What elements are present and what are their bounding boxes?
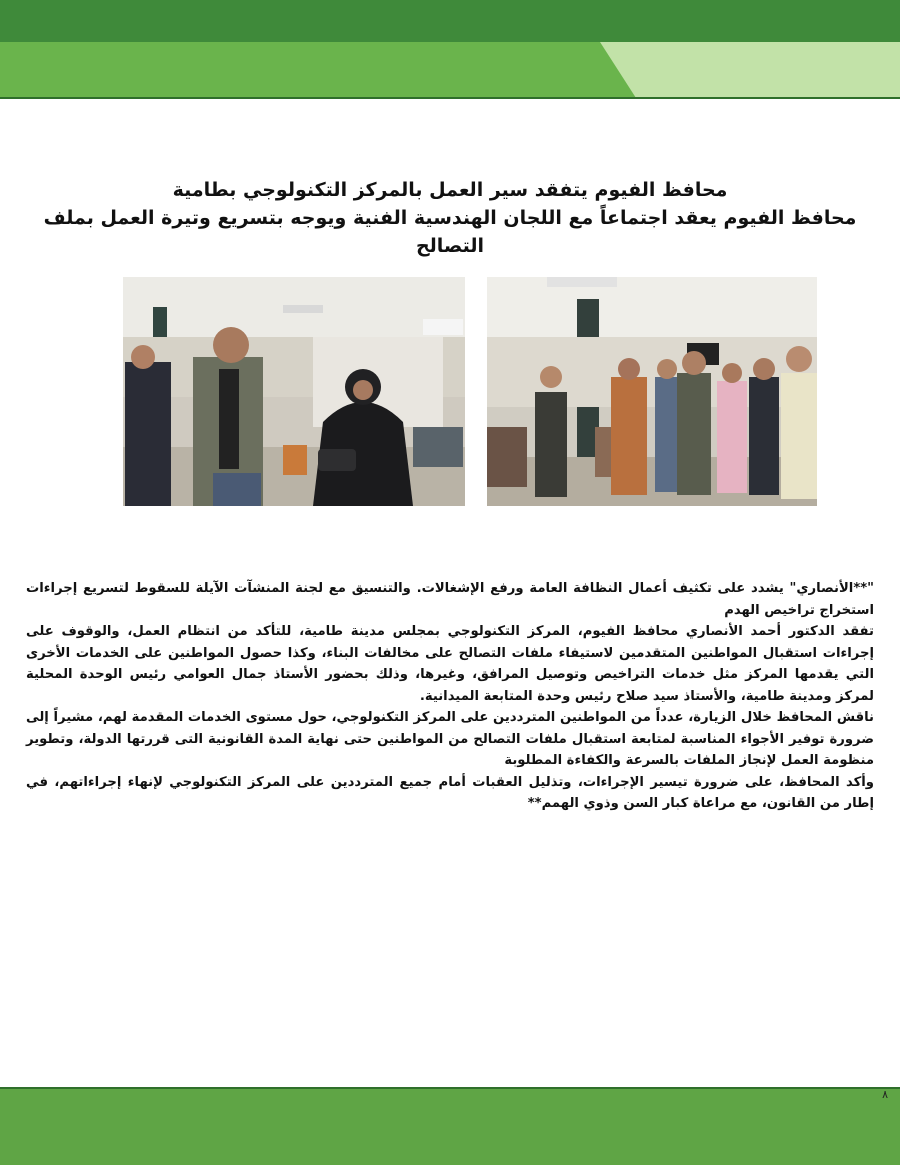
header-divider	[0, 97, 900, 99]
header-band-light	[600, 42, 900, 98]
article-paragraph-2: تفقد الدكتور أحمد الأنصاري محافظ الفيوم، المركز التكنولوجي بمجلس مدينة طامية، للتأكد من انتظام العمل، والوقوف على إجراءات استقبال المواطنين المتقدمين لاستيفاء ملفات التصالح على مخالفات البناء، وكذا حصول المواطنين على الخدمات الأخرى التي يقدمها المركز مثل خدمات التراخيص وتوصيل المرافق، وغيرها، وذلك بحضور الأستاذ جمال العوامي رئيس الوحدة المحلية لمركز ومدينة طامية، والأستاذ سيد صلاح رئيس وحدة المتابعة الميدانية.	[26, 624, 874, 704]
header-band-dark	[0, 0, 900, 42]
article-paragraph-4: وأكد المحافظ، على ضرورة تيسير الإجراءات، وتذليل العقبات أمام جميع المترددين على المركز التكنولوجي لإنهاء إجراءاتهم، في إطار من القانون، مع مراعاة كبار السن وذوي الهمم**	[26, 774, 874, 811]
headline-block	[30, 176, 870, 260]
header-banner	[0, 0, 900, 98]
photo-governor-meeting-woman	[123, 277, 465, 506]
photo-governor-group-tour	[487, 277, 817, 506]
article-body	[26, 578, 874, 815]
page-number: ٨	[882, 1088, 888, 1101]
article-paragraph-3: ناقش المحافظ خلال الزيارة، عدداً من المواطنين المترددين على المركز التكنولوجي، حول مستوى الخدمات المقدمة لهم، مشيراً إلى ضرورة توفير الأجواء المناسبة لمتابعة استقبال ملفات التصالح من المواطنين حتى نهاية المدة القانونية التى قررتها الدولة، وتطوير منظومة العمل لإنجاز الملفات بالسرعة والكفاءة المطلوبة	[26, 710, 874, 768]
article-paragraph-1: "**الأنصاري" يشدد على تكثيف أعمال النظافة العامة ورفع الإشغالات. والتنسيق مع لجنة المنشآت الآيلة للسقوط لتسريع إجراءات استخراج تراخيص الهدم	[26, 581, 874, 618]
footer-band-green	[0, 1089, 900, 1165]
footer-banner	[0, 1087, 900, 1165]
headline-subtitle: محافظ الفيوم يعقد اجتماعاً مع اللجان الهندسية الفنية ويوجه بتسريع وتيرة العمل بملف التصالح	[43, 207, 857, 257]
headline-title: محافظ الفيوم يتفقد سير العمل بالمركز التكنولوجي بطامية	[172, 179, 728, 201]
